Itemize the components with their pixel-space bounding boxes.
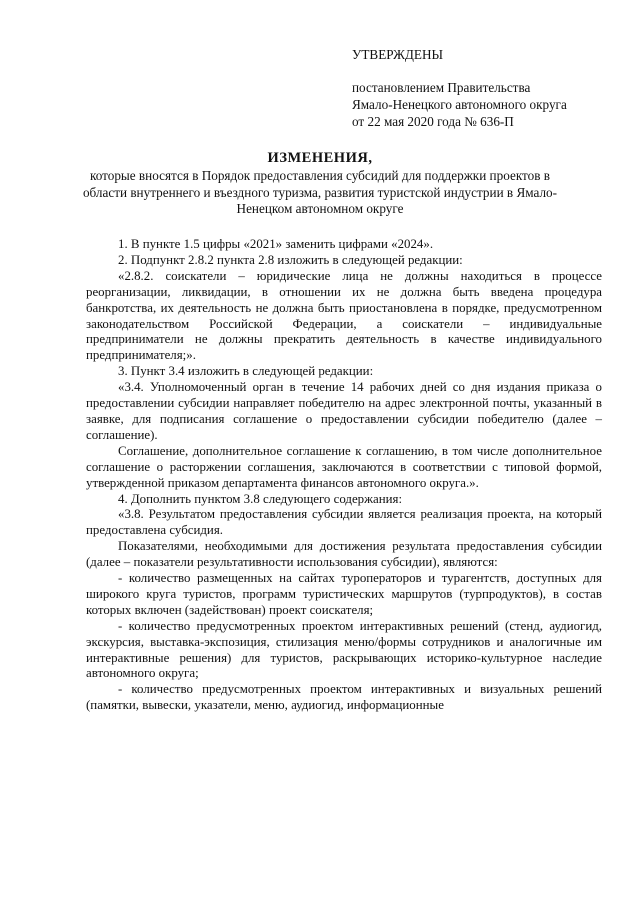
approval-line-3: от 22 мая 2020 года № 636-П — [352, 114, 514, 129]
approval-title: УТВЕРЖДЕНЫ — [352, 47, 444, 62]
paragraph-7: 4. Дополнить пунктом 3.8 следующего содержания: — [118, 491, 403, 506]
paragraph-3: «2.8.2. соискатели – юридические лица не должны находиться в процессе реорганизации, ликвидации, в отношении их не должна быть введена процедура банкротства, их деятельность не должна быть приостановлена в порядке, предусмотренном законодательством Российской Федерации, а соискатели – индивидуальные предприниматели не должны прекратить деятельность в качестве индивидуального предпринимателя;». — [86, 268, 602, 363]
document-body — [86, 237, 602, 714]
approval-line-2: Ямало-Ненецкого автономного округа — [352, 97, 567, 112]
paragraph-6: Соглашение, дополнительное соглашение к соглашению, в том числе дополнительное соглашение о расторжении соглашения, заключаются в соответствии с типовой формой, утвержденной приказом департамента финансов автономного округа.». — [86, 443, 602, 490]
document-subtitle: которые вносятся в Порядок предоставления субсидий для поддержки проектов в области внутреннего и въездного туризма, развития туристской индустрии в Ямало-Ненецком автономном округе — [82, 168, 558, 216]
paragraph-11: - количество предусмотренных проектом интерактивных решений (стенд, аудиогид, экскурсия, выставка-экспозиция, стилизация меню/формы сотрудников и аналогичные им интерактивные решения) для туристов, раскрывающих историко-культурное наследие автономного округа; — [86, 618, 602, 681]
paragraph-4: 3. Пункт 3.4 изложить в следующей редакции: — [118, 364, 374, 379]
approval-line-1: постановлением Правительства — [352, 80, 531, 95]
paragraph-5: «3.4. Уполномоченный орган в течение 14 рабочих дней со дня издания приказа о предоставлении субсидии направляет победителю на адрес электронной почты, указанный в заявке, для подписания соглашение о предоставлении субсидии победителю (далее – соглашение). — [86, 380, 602, 442]
paragraph-9: Показателями, необходимыми для достижения результата предоставления субсидии (далее – показатели результативности использования субсидии), являются: — [86, 539, 602, 570]
approval-block — [352, 46, 567, 130]
paragraph-8: «3.8. Результатом предоставления субсидии является реализация проекта, на который предоставлена субсидия. — [86, 507, 602, 538]
document-title: ИЗМЕНЕНИЯ, — [267, 150, 373, 166]
paragraph-1: 1. В пункте 1.5 цифры «2021» заменить цифрами «2024». — [118, 237, 434, 251]
document-heading — [80, 150, 560, 218]
paragraph-12: - количество предусмотренных проектом интерактивных и визуальных решений (памятки, вывески, указатели, меню, аудиогид, информационные — [86, 682, 602, 713]
paragraph-2: 2. Подпункт 2.8.2 пункта 2.8 изложить в следующей редакции: — [118, 252, 463, 267]
paragraph-10: - количество размещенных на сайтах туроператоров и турагентств, доступных для широкого круга туристов, программ туристических маршрутов (турпродуктов), в состав которых включен (задействован) проект соискателя; — [86, 571, 602, 617]
